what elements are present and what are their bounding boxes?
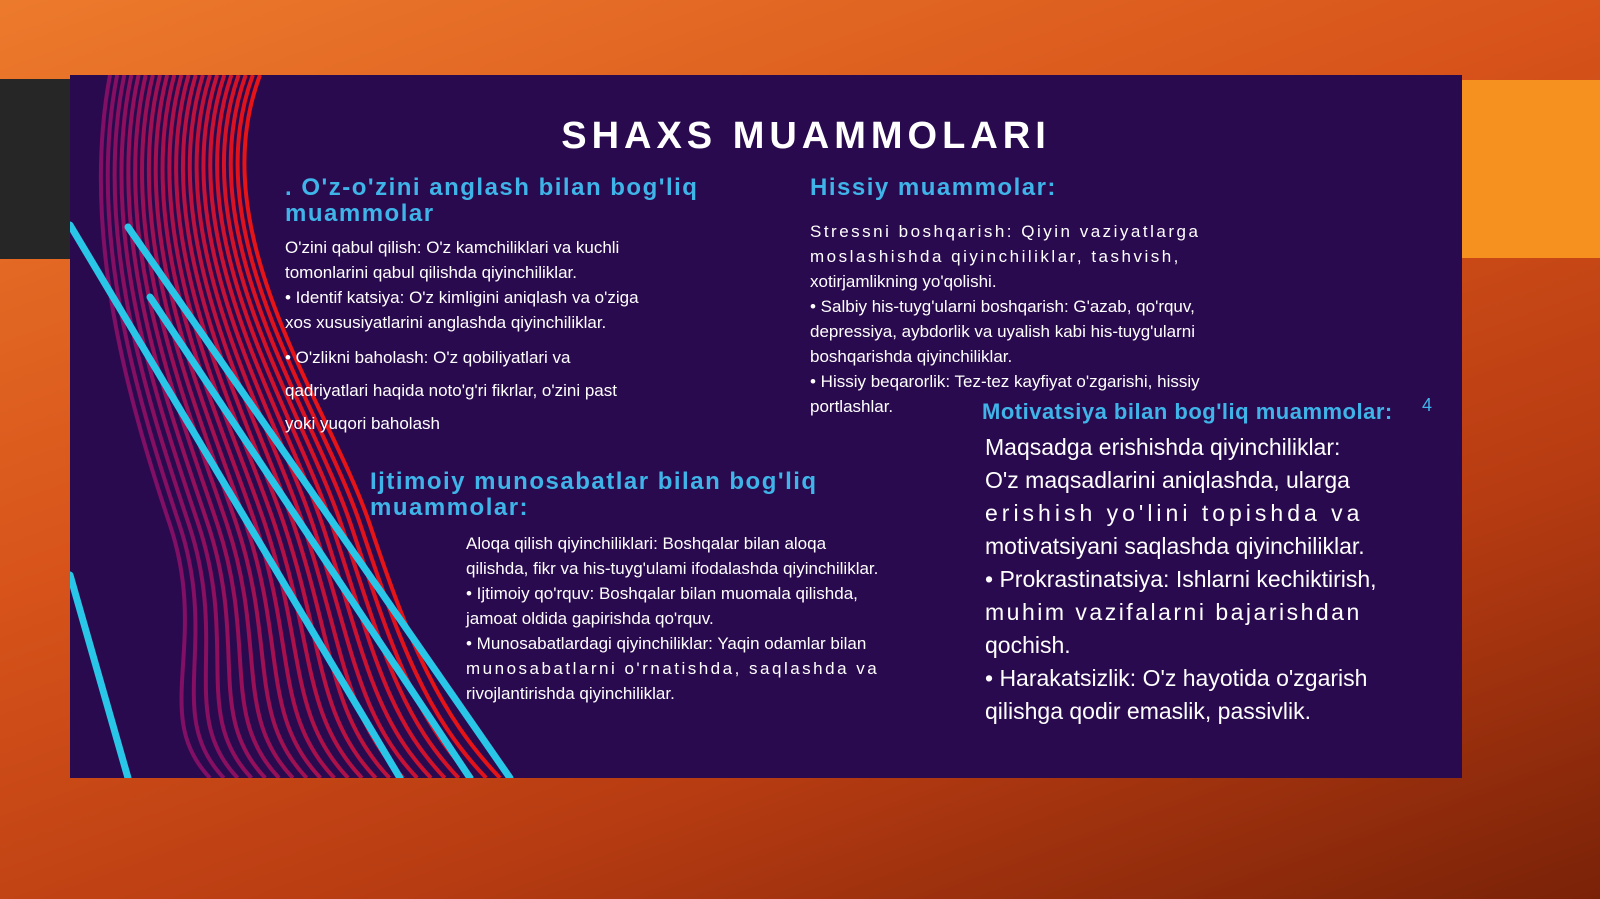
text-line: • Harakatsizlik: O'z hayotida o'zgarish (985, 665, 1368, 691)
text-line: • O'zlikni baholash: O'z qobiliyatlari va (285, 348, 571, 367)
text-line: O'z maqsadlarini aniqlashda, ularga (985, 467, 1350, 493)
text-line: rivojlantirishda qiyinchiliklar. (466, 684, 675, 703)
text-line: portlashlar. (810, 397, 894, 416)
text-line: O'zini qabul qilish: O'z kamchiliklari va kuchli (285, 238, 620, 257)
text-line: • Ijtimoiy qo'rquv: Boshqalar bilan muomala qilishda, (466, 584, 858, 603)
text-line: • Identif katsiya: O'z kimligini aniqlash va o'ziga (285, 288, 639, 307)
text-line: muhim vazifalarni bajarishdan (985, 599, 1362, 625)
text-line: xos xususiyatlarini anglashda qiyinchiliklar. (285, 313, 607, 332)
section-heading-social: Ijtimoiy munosabatlar bilan bog'liq muammolar: (370, 468, 818, 521)
section-text-emotional (810, 219, 1280, 419)
text-line: • Salbiy his-tuyg'ularni boshqarish: G'azab, qo'rquv, (810, 297, 1195, 316)
page-number: 4 (1422, 395, 1433, 415)
section-text-self-awareness (285, 235, 745, 440)
text-line: jamoat oldida gapirishda qo'rquv. (466, 609, 714, 628)
text-line: qadriyatlari haqida noto'g'ri fikrlar, o'zini past (285, 381, 617, 400)
right-orange-block (1460, 80, 1600, 258)
text-line: Maqsadga erishishda qiyinchiliklar: (985, 434, 1341, 460)
slide-title: SHAXS MUAMMOLARI (561, 115, 1051, 157)
text-line: qilishga qodir emaslik, passivlik. (985, 698, 1311, 724)
text-line: • Prokrastinatsiya: Ishlarni kechiktirish, (985, 566, 1377, 592)
section-heading-self-awareness: . O'z-o'zini anglash bilan bog'liq muammolar (285, 174, 699, 227)
text-line: munosabatlarni o'rnatishda, saqlashda va (466, 659, 880, 678)
text-line: • Hissiy beqarorlik: Tez-tez kayfiyat o'zgarishi, hissiy (810, 372, 1200, 391)
left-dark-block (0, 79, 71, 259)
text-line: erishish yo'lini topishda va (985, 500, 1364, 526)
text-line: moslashishda qiyinchiliklar, tashvish, (810, 247, 1181, 266)
text-line: motivatsiyani saqlashda qiyinchiliklar. (985, 533, 1365, 559)
text-line: qochish. (985, 632, 1071, 658)
slide (70, 75, 1462, 778)
text-line: boshqarishda qiyinchiliklar. (810, 347, 1013, 366)
text-line: qilishda, fikr va his-tuyg'ulami ifodalashda qiyinchiliklar. (466, 559, 879, 578)
text-line: • Munosabatlardagi qiyinchiliklar: Yaqin odamlar bilan (466, 634, 867, 653)
section-heading-emotional: Hissiy muammolar: (810, 174, 1057, 201)
text-line: Stressni boshqarish: Qiyin vaziyatlarga (810, 222, 1201, 241)
section-heading-motivation: Motivatsiya bilan bog'liq muammolar: (982, 399, 1393, 424)
text-line: yoki yuqori baholash (285, 414, 440, 433)
text-line: xotirjamlikning yo'qolishi. (810, 272, 997, 291)
section-text-motivation (985, 431, 1445, 728)
text-line: Aloqa qilish qiyinchiliklari: Boshqalar bilan aloqa (466, 534, 827, 553)
text-line: tomonlarini qabul qilishda qiyinchiliklar. (285, 263, 577, 282)
text-line: depressiya, aybdorlik va uyalish kabi his-tuyg'ularni (810, 322, 1195, 341)
section-text-social (466, 531, 966, 706)
